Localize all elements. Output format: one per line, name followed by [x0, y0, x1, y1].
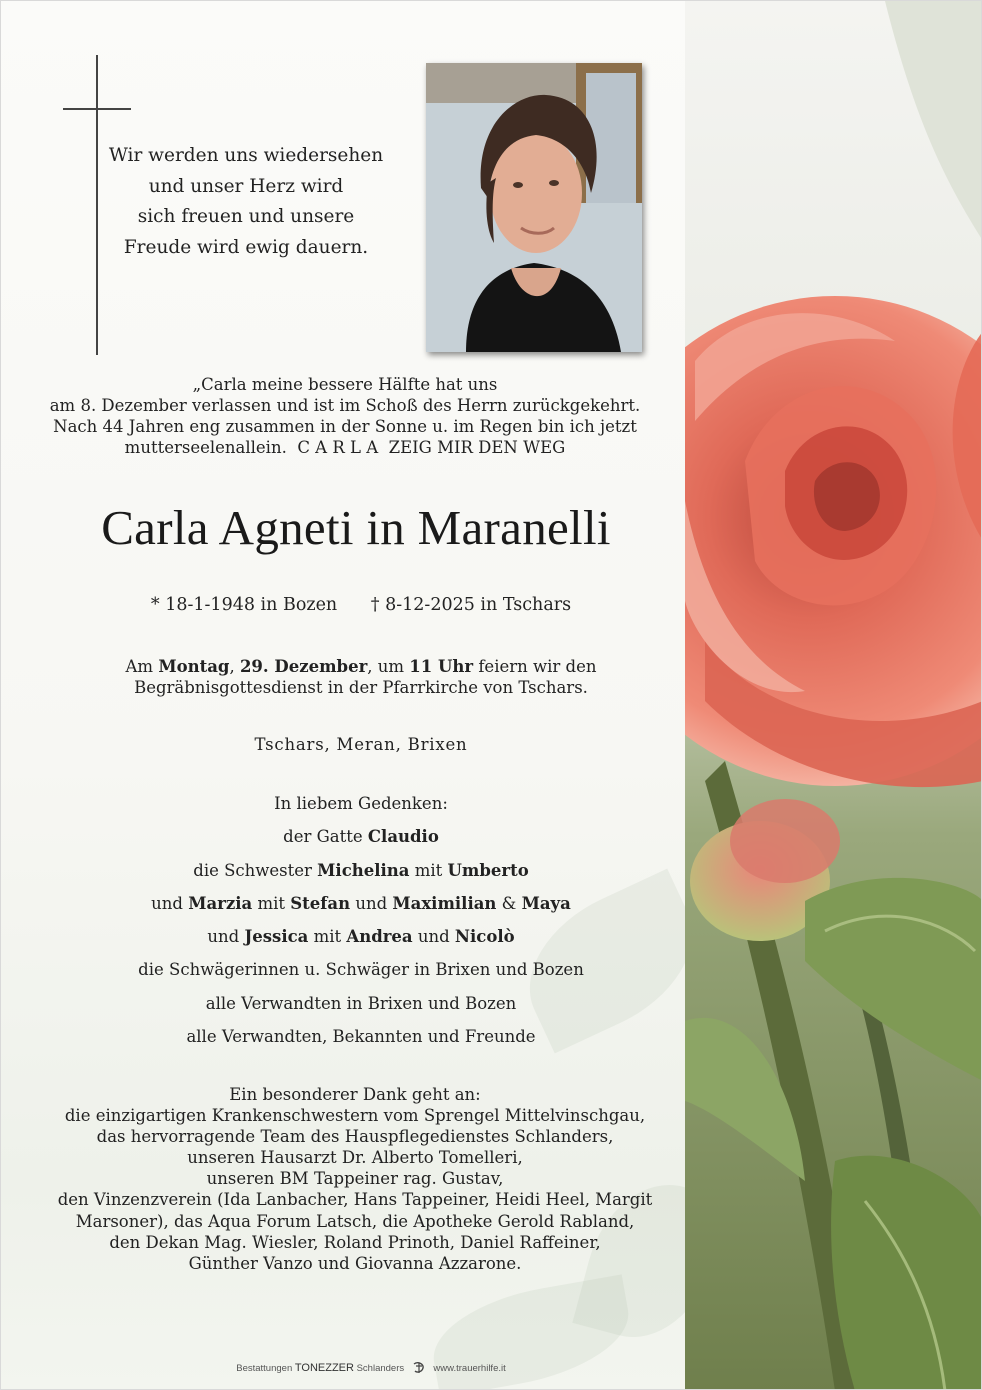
mourner-line: alle Verwandten in Brixen und Bozen [205, 993, 517, 1013]
footer: Bestattungen TONEZZER Schlanders www.trauerhilfe.it [236, 1362, 506, 1374]
thanks-block [21, 1084, 689, 1274]
service-info [41, 656, 681, 698]
thanks-line: unseren Hausarzt Dr. Alberto Tomelleri, [187, 1148, 523, 1168]
portrait-photo [426, 63, 642, 352]
quote-line: am 8. Dezember verlassen und ist im Schoß des Herrn zurückgekehrt. [49, 396, 641, 415]
thanks-line: unseren BM Tappeiner rag. Gustav, [206, 1169, 504, 1189]
service-day: Montag [158, 657, 230, 676]
thanks-line: den Dekan Mag. Wiesler, Roland Prinoth, Daniel Raffeiner, [109, 1232, 601, 1252]
mourner-line: die Schwägerinnen u. Schwäger in Brixen und Bozen [138, 960, 584, 980]
poem-line: sich freuen und unsere [137, 206, 355, 227]
life-dates [91, 592, 631, 618]
thanks-line: Ein besonderer Dank geht an: [229, 1085, 481, 1104]
mourners-intro: In liebem Gedenken: [274, 794, 448, 813]
quote-line: mutterseelenallein. C A R L A ZEIG MIR DEN WEG [124, 438, 566, 457]
footer-url[interactable]: www.trauerhilfe.it [433, 1363, 506, 1374]
thanks-line: das hervorragende Team des Hauspflegedienstes Schlanders, [96, 1127, 614, 1147]
poem-line: und unser Herz wird [148, 175, 344, 197]
mourner-line: und Jessica mit Andrea und Nicolò [207, 927, 515, 947]
thanks-line: den Vinzenzverein (Ida Lanbacher, Hans Tappeiner, Heidi Heel, Margit [57, 1190, 653, 1210]
thanks-line: Günther Vanzo und Giovanna Azzarone. [188, 1253, 522, 1273]
thanks-line: die einzigartigen Krankenschwestern vom Sprengel Mittelvinschgau, [64, 1106, 646, 1126]
service-line: Begräbnisgottesdienst in der Pfarrkirche von Tschars. [134, 678, 588, 697]
quote-block [31, 374, 659, 458]
service-date: 29. Dezember [239, 657, 368, 676]
service-line: Am Montag, 29. Dezember, um 11 Uhr feiern wir den [125, 657, 597, 676]
mourner-line: der Gatte Claudio [283, 827, 439, 847]
poem-line: Wir werden uns wiedersehen [108, 145, 384, 166]
quote-line: Nach 44 Jahren eng zusammen in der Sonne u. im Regen bin ich jetzt [53, 417, 637, 436]
service-time: 11 Uhr [409, 657, 474, 676]
quote-line: „Carla meine bessere Hälfte hat uns [192, 375, 498, 394]
birth-date: * 18-1-1948 in Bozen [150, 595, 338, 615]
places: Tschars, Meran, Brixen [254, 735, 468, 754]
funeral-logo-icon [412, 1362, 426, 1374]
death-date: † 8-12-2025 in Tschars [370, 595, 572, 615]
footer-brand: TONEZZER [294, 1362, 354, 1374]
mourner-line: alle Verwandten, Bekannten und Freunde [186, 1027, 536, 1047]
deceased-name: Carla Agneti in Maranelli [101, 500, 611, 555]
mourners-list [31, 787, 691, 1053]
cross-icon-bar [63, 108, 131, 110]
poem [101, 141, 391, 263]
mourner-line: die Schwester Michelina mit Umberto [193, 860, 529, 880]
poem-line: Freude wird ewig dauern. [123, 236, 369, 258]
cross-icon [96, 55, 98, 355]
thanks-line: Marsoner), das Aqua Forum Latsch, die Apotheke Gerold Rabland, [75, 1211, 635, 1231]
rose-image [685, 1, 982, 1390]
mourner-line: und Marzia mit Stefan und Maximilian & Maya [151, 893, 571, 913]
